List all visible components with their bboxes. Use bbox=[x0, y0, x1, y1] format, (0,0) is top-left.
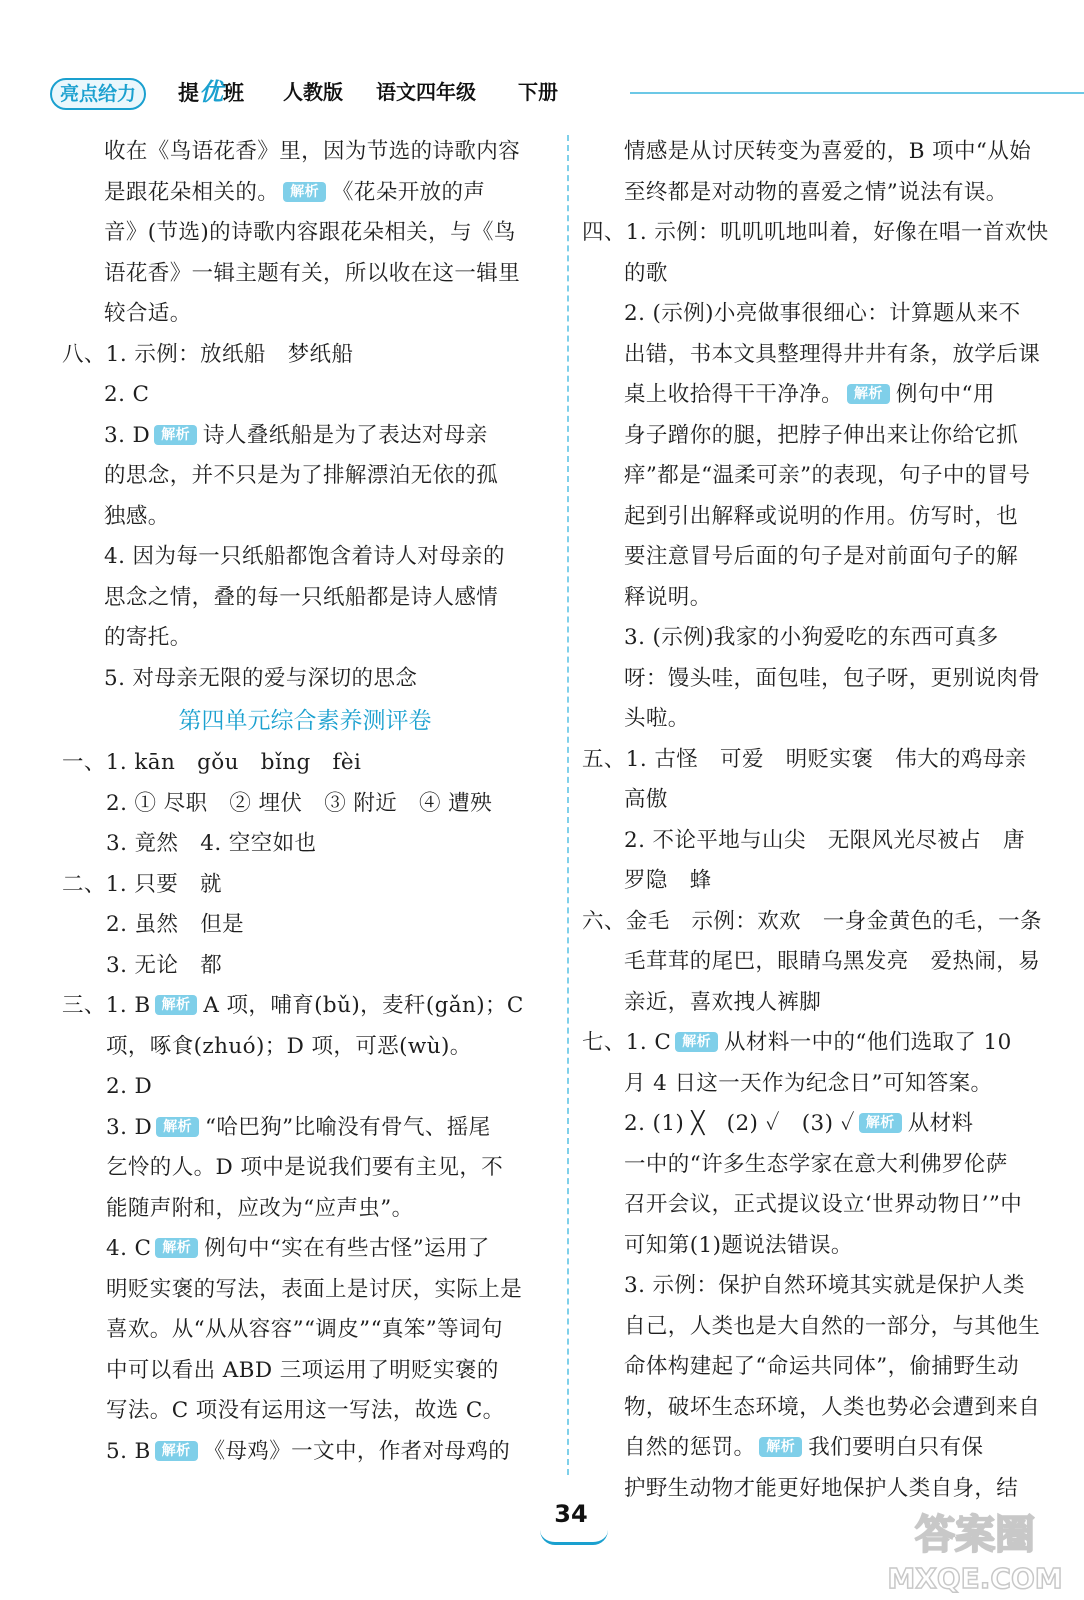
text-line: 的思念，并不只是为了排解漂泊无依的孤 bbox=[104, 463, 499, 488]
text-line: 物，破坏生态环境，人类也势必会遭到来自 bbox=[624, 1394, 1041, 1420]
analysis-badge: 解析 bbox=[283, 182, 326, 202]
text-line: 是跟花朵相关的。 解析 《花朵开放的声 bbox=[104, 179, 486, 205]
analysis-badge: 解析 bbox=[847, 384, 890, 404]
text-line: 亲近，喜欢拽人裤脚 bbox=[624, 989, 822, 1015]
text-line: 乞怜的人。D 项中是说我们要有主见，不 bbox=[106, 1155, 504, 1180]
text-line: 释说明。 bbox=[624, 584, 712, 610]
text-line: 3. D 解析 “哈巴狗”比喻没有骨气、摇尾 bbox=[106, 1114, 491, 1140]
text-line: 2. ① 尽职 ② 埋伏 ③ 附近 ④ 遭殃 bbox=[106, 790, 492, 816]
text-line: 呀：馒头哇，面包哇，包子呀，更别说肉骨 bbox=[624, 665, 1041, 691]
text-line: 2. (示例)小亮做事很细心：计算题从来不 bbox=[624, 301, 1021, 326]
analysis-badge: 解析 bbox=[155, 1441, 198, 1461]
question-5: 五、1. 古怪 可爱 明贬实褒 伟大的鸡母亲 bbox=[582, 746, 1027, 772]
text-line: 5. B 解析 《母鸡》一文中，作者对母鸡的 bbox=[106, 1438, 511, 1464]
text-line: 召开会议，正式提议设立‘世界动物日’”中 bbox=[624, 1192, 1023, 1217]
text-line: 3. D 解析 诗人叠纸船是为了表达对母亲 bbox=[104, 422, 488, 448]
text-line: 起到引出解释或说明的作用。仿写时，也 bbox=[624, 503, 1019, 529]
text-line: 3. 无论 都 bbox=[106, 952, 223, 978]
subject-label: 语文四年级 bbox=[376, 80, 476, 104]
text-line: 桌上收拾得干干净净。 解析 例句中“用 bbox=[624, 382, 995, 407]
text-line: 情感是从讨厌转变为喜爱的，B 项中“从始 bbox=[624, 139, 1032, 164]
brand-title: 提优班 bbox=[178, 78, 244, 106]
text-line: 4. C 解析 例句中“实在有些古怪”运用了 bbox=[106, 1236, 490, 1261]
text-line: 2. (1) ╳ (2) ✓ (3) ✓ 解析 从材料 bbox=[624, 1111, 974, 1136]
text-line: 思念之情，叠的每一只纸船都是诗人感情 bbox=[104, 584, 499, 610]
question-1: 一、1. kān gǒu bǐng fèi bbox=[62, 750, 362, 775]
analysis-badge: 解析 bbox=[156, 1117, 199, 1137]
text-line: 音》(节选)的诗歌内容跟花朵相关，与《鸟 bbox=[104, 220, 516, 245]
text-line: 3. (示例)我家的小狗爱吃的东西可真多 bbox=[624, 625, 999, 650]
question-2: 二、1. 只要 就 bbox=[62, 871, 222, 897]
text-line: 较合适。 bbox=[104, 301, 192, 326]
watermark-logo bbox=[880, 1500, 1070, 1596]
text-line: 写法。C 项没有运用这一写法，故选 C。 bbox=[106, 1398, 505, 1423]
text-line: 2. 不论平地与山尖 无限风光尽被占 唐 bbox=[624, 827, 1025, 853]
analysis-badge: 解析 bbox=[155, 1238, 198, 1258]
text-line: 语花香》一辑主题有关，所以收在这一辑里 bbox=[104, 260, 521, 286]
text-line: 高傲 bbox=[624, 787, 668, 812]
text-line: 能随声附和，应改为“应声虫”。 bbox=[106, 1195, 414, 1221]
column-divider bbox=[567, 135, 569, 1475]
question-8: 八、1. 示例：放纸船 梦纸船 bbox=[62, 341, 354, 367]
text-line: 项，啄食(zhuó)；D 项，可恶(wù)。 bbox=[106, 1033, 472, 1059]
page-number-swoosh bbox=[540, 1530, 608, 1545]
analysis-badge: 解析 bbox=[154, 425, 197, 445]
text-line: 2. C bbox=[104, 382, 150, 407]
text-line: 可知第(1)题说法错误。 bbox=[624, 1232, 853, 1258]
text-line: 痒”都是“温柔可亲”的表现，句子中的冒号 bbox=[624, 463, 1031, 488]
text-line: 2. 虽然 但是 bbox=[106, 912, 245, 937]
text-line: 4. 因为每一只纸船都饱含着诗人对母亲的 bbox=[104, 544, 505, 569]
text-line: 要注意冒号后面的句子是对前面句子的解 bbox=[624, 544, 1019, 569]
page-header bbox=[50, 76, 1060, 112]
text-line: 至终都是对动物的喜爱之情”说法有误。 bbox=[624, 179, 1008, 205]
text-line: 的寄托。 bbox=[104, 625, 192, 650]
text-line: 3. 示例：保护自然环境其实就是保护人类 bbox=[624, 1273, 1025, 1298]
analysis-badge: 解析 bbox=[859, 1113, 902, 1133]
text-line: 5. 对母亲无限的爱与深切的思念 bbox=[104, 665, 418, 691]
question-4: 四、1. 示例：叽叽叽地叫着，好像在唱一首欢快 bbox=[582, 220, 1049, 245]
text-line: 收在《鸟语花香》里，因为节选的诗歌内容 bbox=[104, 139, 521, 164]
question-3: 三、1. B 解析 A 项，哺育(bǔ)，麦秆(gǎn)；C bbox=[62, 993, 524, 1018]
text-line: 自己，人类也是大自然的一部分，与其他生 bbox=[624, 1313, 1041, 1339]
text-line: 自然的惩罚。 解析 我们要明白只有保 bbox=[624, 1435, 984, 1460]
text-line: 中可以看出 ABD 三项运用了明贬实褒的 bbox=[106, 1357, 499, 1383]
text-line: 出错，书本文具整理得井井有条，放学后课 bbox=[624, 341, 1041, 367]
text-line: 头啦。 bbox=[624, 706, 690, 731]
section-title: 第四单元综合素养测评卷 bbox=[178, 708, 432, 734]
series-logo: 亮点给力 bbox=[50, 78, 146, 110]
text-line: 护野生动物才能更好地保护人类自身，结 bbox=[624, 1475, 1019, 1501]
text-line: 喜欢。从“从从容容”“调皮”“真笨”等词句 bbox=[106, 1317, 503, 1342]
left-column bbox=[62, 132, 548, 1472]
text-line: 月 4 日这一天作为纪念日”可知答案。 bbox=[624, 1070, 993, 1096]
text-line: 身子蹭你的腿，把脖子伸出来让你给它抓 bbox=[624, 422, 1019, 448]
text-line: 明贬实褒的写法，表面上是讨厌，实际上是 bbox=[106, 1276, 523, 1302]
header-rule bbox=[630, 92, 1084, 94]
text-line: 3. 竟然 4. 空空如也 bbox=[106, 831, 317, 856]
edition-label: 人教版 bbox=[283, 80, 343, 104]
watermark-top: 答案圈 bbox=[915, 1512, 1035, 1558]
text-line: 毛茸茸的尾巴，眼睛乌黑发亮 爱热闹，易 bbox=[624, 949, 1041, 974]
question-7: 七、1. C 解析 从材料一中的“他们选取了 10 bbox=[582, 1030, 1012, 1055]
analysis-badge: 解析 bbox=[759, 1437, 802, 1457]
text-line: 独感。 bbox=[104, 503, 170, 529]
text-line: 命体构建起了“命运共同体”，偷捕野生动 bbox=[624, 1354, 1020, 1379]
text-line: 的歌 bbox=[624, 260, 668, 286]
page-number: 34 bbox=[554, 1500, 588, 1528]
question-6: 六、金毛 示例：欢欢 一身金黄色的毛，一条 bbox=[582, 908, 1042, 934]
text-line: 罗隐 蜂 bbox=[624, 868, 712, 893]
analysis-badge: 解析 bbox=[155, 995, 198, 1015]
text-line: 2. D bbox=[106, 1074, 153, 1099]
right-column bbox=[582, 132, 1052, 1509]
volume-label: 下册 bbox=[518, 80, 558, 104]
text-line: 一中的“许多生态学家在意大利佛罗伦萨 bbox=[624, 1151, 1008, 1177]
analysis-badge: 解析 bbox=[675, 1032, 718, 1052]
watermark-bottom: MXQE.COM bbox=[887, 1562, 1063, 1595]
